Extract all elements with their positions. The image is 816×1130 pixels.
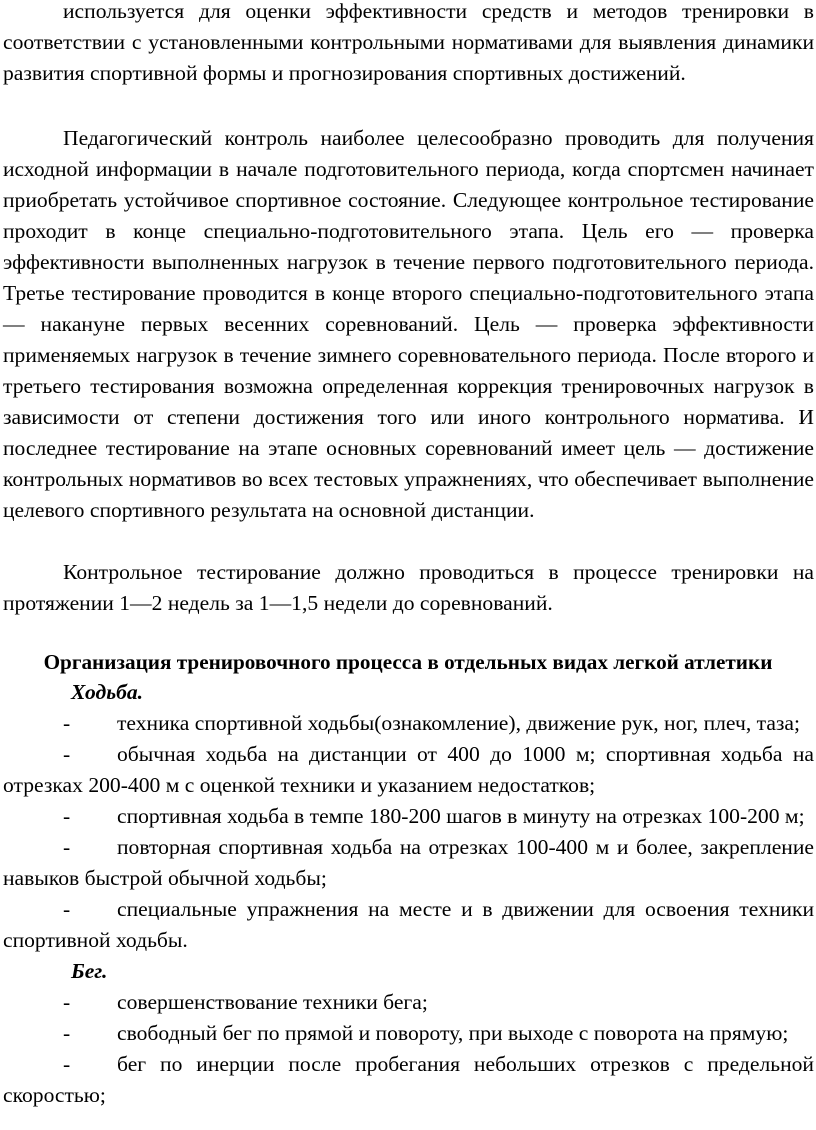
list-item-text: специальные упражнения на месте и в движении для освоения техники спортивной ходьбы.: [3, 897, 814, 952]
list-item: [3, 1018, 814, 1049]
list-item-text: свободный бег по прямой и повороту, при выходе с поворота на прямую;: [117, 1021, 789, 1045]
list-item: [3, 1049, 814, 1111]
subsection-title-walking: Ходьба.: [71, 680, 144, 704]
list-item-text: спортивная ходьба в темпе 180-200 шагов в минуту на отрезках 100-200 м;: [117, 804, 805, 828]
list-bullet: -: [63, 1052, 71, 1076]
list-bullet: -: [63, 990, 71, 1014]
section-heading: Организация тренировочного процесса в отдельных видах легкой атлетики: [43, 650, 773, 674]
list-item-text: техника спортивной ходьбы(ознакомление), движение рук, ног, плеч, таза;: [117, 711, 801, 735]
list-item: [3, 801, 814, 832]
subsection-title-running: Бег.: [71, 959, 108, 983]
list-item: [3, 894, 814, 956]
list-bullet: -: [63, 897, 71, 921]
list-item: [3, 832, 814, 894]
list-bullet: -: [63, 711, 71, 735]
list-bullet: -: [63, 742, 71, 766]
list-item-text: совершенствование техники бега;: [117, 990, 428, 1014]
list-item-text: обычная ходьба на дистанции от 400 до 1000 м; спортивная ходьба на отрезках 200-400 м с оценкой техники и указанием недостатков;: [3, 742, 814, 797]
paragraph-control-purpose: используется для оценки эффективности средств и методов тренировки в соответствии с установленными контрольными нормативами для выявления динамики развития спортивной формы и прогнозирования спортивных достижений.: [3, 0, 814, 85]
list-item-text: бег по инерции после пробегания небольших отрезков с предельной скоростью;: [3, 1052, 814, 1107]
list-bullet: -: [63, 804, 71, 828]
list-item: [3, 739, 814, 801]
list-item: [3, 708, 814, 739]
list-bullet: -: [63, 1021, 71, 1045]
walking-list: [3, 708, 814, 956]
paragraph-control-testing-timing: Контрольное тестирование должно проводиться в процессе тренировки на протяжении 1—2 недель за 1—1,5 недели до соревнований.: [3, 560, 814, 615]
running-list: [3, 987, 814, 1111]
paragraph-pedagogical-control: Педагогический контроль наиболее целесообразно проводить для получения исходной информации в начале подготовительного периода, когда спортсмен начинает приобретать устойчивое спортивное состояние. Следующее контрольное тестирование проходит в конце специально-подготовительного этапа. Цель его — проверка эффективности выполненных нагрузок в течение первого подготовительного периода. Третье тестирование проводится в конце второго специально-подготовительного этапа — накануне первых весенних соревнований. Цель — проверка эффективности применяемых нагрузок в течение зимнего соревновательного периода. После второго и третьего тестирования возможна определенная коррекция тренировочных нагрузок в зависимости от степени достижения того или иного контрольного норматива. И последнее тестирование на этапе основных соревнований имеет цель — достижение контрольных нормативов во всех тестовых упражнениях, что обеспечивает выполнение целевого спортивного результата на основной дистанции.: [3, 126, 814, 522]
list-item: [3, 987, 814, 1018]
list-item-text: повторная спортивная ходьба на отрезках 100-400 м и более, закрепление навыков быстрой обычной ходьбы;: [3, 835, 814, 890]
list-bullet: -: [63, 835, 71, 859]
